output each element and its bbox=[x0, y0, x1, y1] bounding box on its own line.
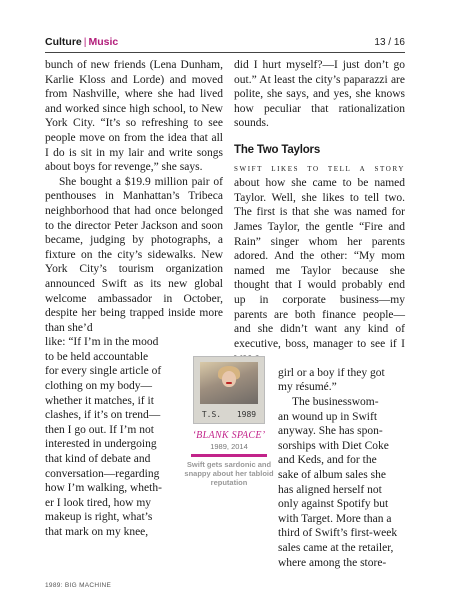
sidebar-caption: Swift gets sardonic and snappy about her tabloid reputation bbox=[184, 459, 274, 487]
album-cover bbox=[193, 356, 265, 424]
article-paragraph: She bought a $19.9 million pair of penthouses in Manhattan’s Tribeca neighborhood that had once belonged to the director Peter Jackson and soon became, judging by photographs, a fixture on the city’s sidewalks. New York City’s tourism organization announced Swift as its new global welcome ambassador in October, despite her being trapped inside more than she’d bbox=[45, 175, 223, 334]
text-line: clothing on my body— bbox=[45, 380, 153, 393]
text-line: where among the store- bbox=[278, 556, 387, 569]
text-line: conversation—regarding bbox=[45, 467, 160, 480]
article-column-right bbox=[234, 58, 405, 570]
section-separator: | bbox=[83, 36, 87, 48]
album-scrawl bbox=[194, 410, 264, 419]
section-name[interactable]: Culture bbox=[45, 36, 82, 48]
text-line: only against Spotify but bbox=[278, 498, 389, 511]
text-line: and Keds, and for the bbox=[278, 454, 377, 467]
article-subhead: The Two Taylors bbox=[234, 143, 321, 156]
text-line: sake of album sales she bbox=[278, 469, 386, 482]
text-line: makeup is right, what’s bbox=[45, 511, 153, 524]
song-meta: 1989, 2014 bbox=[210, 442, 248, 451]
album-photo-face bbox=[222, 371, 236, 387]
album-sidebar bbox=[182, 356, 276, 487]
article-paragraph-wrapped bbox=[278, 395, 405, 570]
subsection-name[interactable]: Music bbox=[88, 36, 119, 48]
article-paragraph: bunch of new friends (Lena Dunham, Karlie Kloss and Lorde) and moved from Nashville, where she had lived and worked since high school, to New York City. “It’s so refreshing to see people move on from the idea that all I do is sit in my lair and write songs about boys for revenge,” she says. bbox=[45, 59, 223, 174]
article-paragraph bbox=[234, 161, 405, 366]
lead-in: swift likes to tell a story bbox=[234, 162, 405, 174]
text-line: how I’m walking, wheth- bbox=[45, 482, 162, 495]
text-line: The businesswom- bbox=[292, 396, 379, 409]
text-line: to be held accountable bbox=[45, 350, 149, 363]
photo-credit: 1989: BIG MACHINE bbox=[45, 582, 112, 589]
text-line: sales came at the retailer, bbox=[278, 542, 394, 554]
article-paragraph: did I hurt myself?—I just don’t go out.” At least the city’s paparazzi are polite, she says, and yes, she knows how peculiar that rationalization sounds. bbox=[234, 59, 405, 130]
section-label bbox=[45, 36, 118, 48]
text-line: whether it matches, if it bbox=[45, 394, 154, 407]
lead-in-body: about how she came to be named Taylor. Well, she likes to tell two. The first is that she was named for James Taylor, the gentle “Fire and Rain” singer whom her parents adored. And the other: “My mom named me Taylor because she thought that I would probably end up in corporate business—my parents are both finance people—and she didn’t want any kind of executive, boss, manager to see if I bbox=[234, 177, 405, 350]
text-line: er I look tired, how my bbox=[45, 496, 152, 509]
article-paragraph-wrapped bbox=[278, 366, 405, 395]
text-line: interested in undergoing bbox=[45, 438, 157, 451]
song-title: ‘BLANK SPACE’ bbox=[192, 430, 266, 441]
album-scrawl-year: 1989 bbox=[236, 410, 257, 419]
article-paragraph-wrapped bbox=[45, 335, 177, 539]
text-line: that mark on my knee, bbox=[45, 526, 149, 538]
text-line: for every single article of bbox=[45, 365, 162, 378]
text-line: an wound up in Swift bbox=[278, 410, 378, 423]
text-line: anyway. She has spon- bbox=[278, 425, 383, 438]
text-line: my résumé.” bbox=[278, 381, 337, 394]
header-divider bbox=[45, 52, 405, 53]
page-counter: 13 / 16 bbox=[374, 36, 405, 48]
album-scrawl-initials: T.S. bbox=[201, 410, 222, 419]
text-line: that kind of debate and bbox=[45, 453, 151, 466]
text-line: has aligned herself not bbox=[278, 483, 382, 496]
accent-divider bbox=[191, 454, 267, 457]
text-line: like: “If I’m in the mood bbox=[45, 336, 159, 349]
text-line: sorships with Diet Coke bbox=[278, 439, 389, 452]
text-line: clashes, if it’s on trend— bbox=[45, 409, 161, 422]
page-header bbox=[45, 34, 405, 50]
text-line: then I go out. If I’m not bbox=[45, 423, 154, 436]
album-photo-lips bbox=[226, 382, 232, 384]
text-line: third of Swift’s first-week bbox=[278, 527, 398, 540]
text-line: with Target. More than a bbox=[278, 512, 392, 525]
text-line: girl or a boy if they got bbox=[278, 366, 385, 379]
album-photo bbox=[200, 362, 258, 404]
